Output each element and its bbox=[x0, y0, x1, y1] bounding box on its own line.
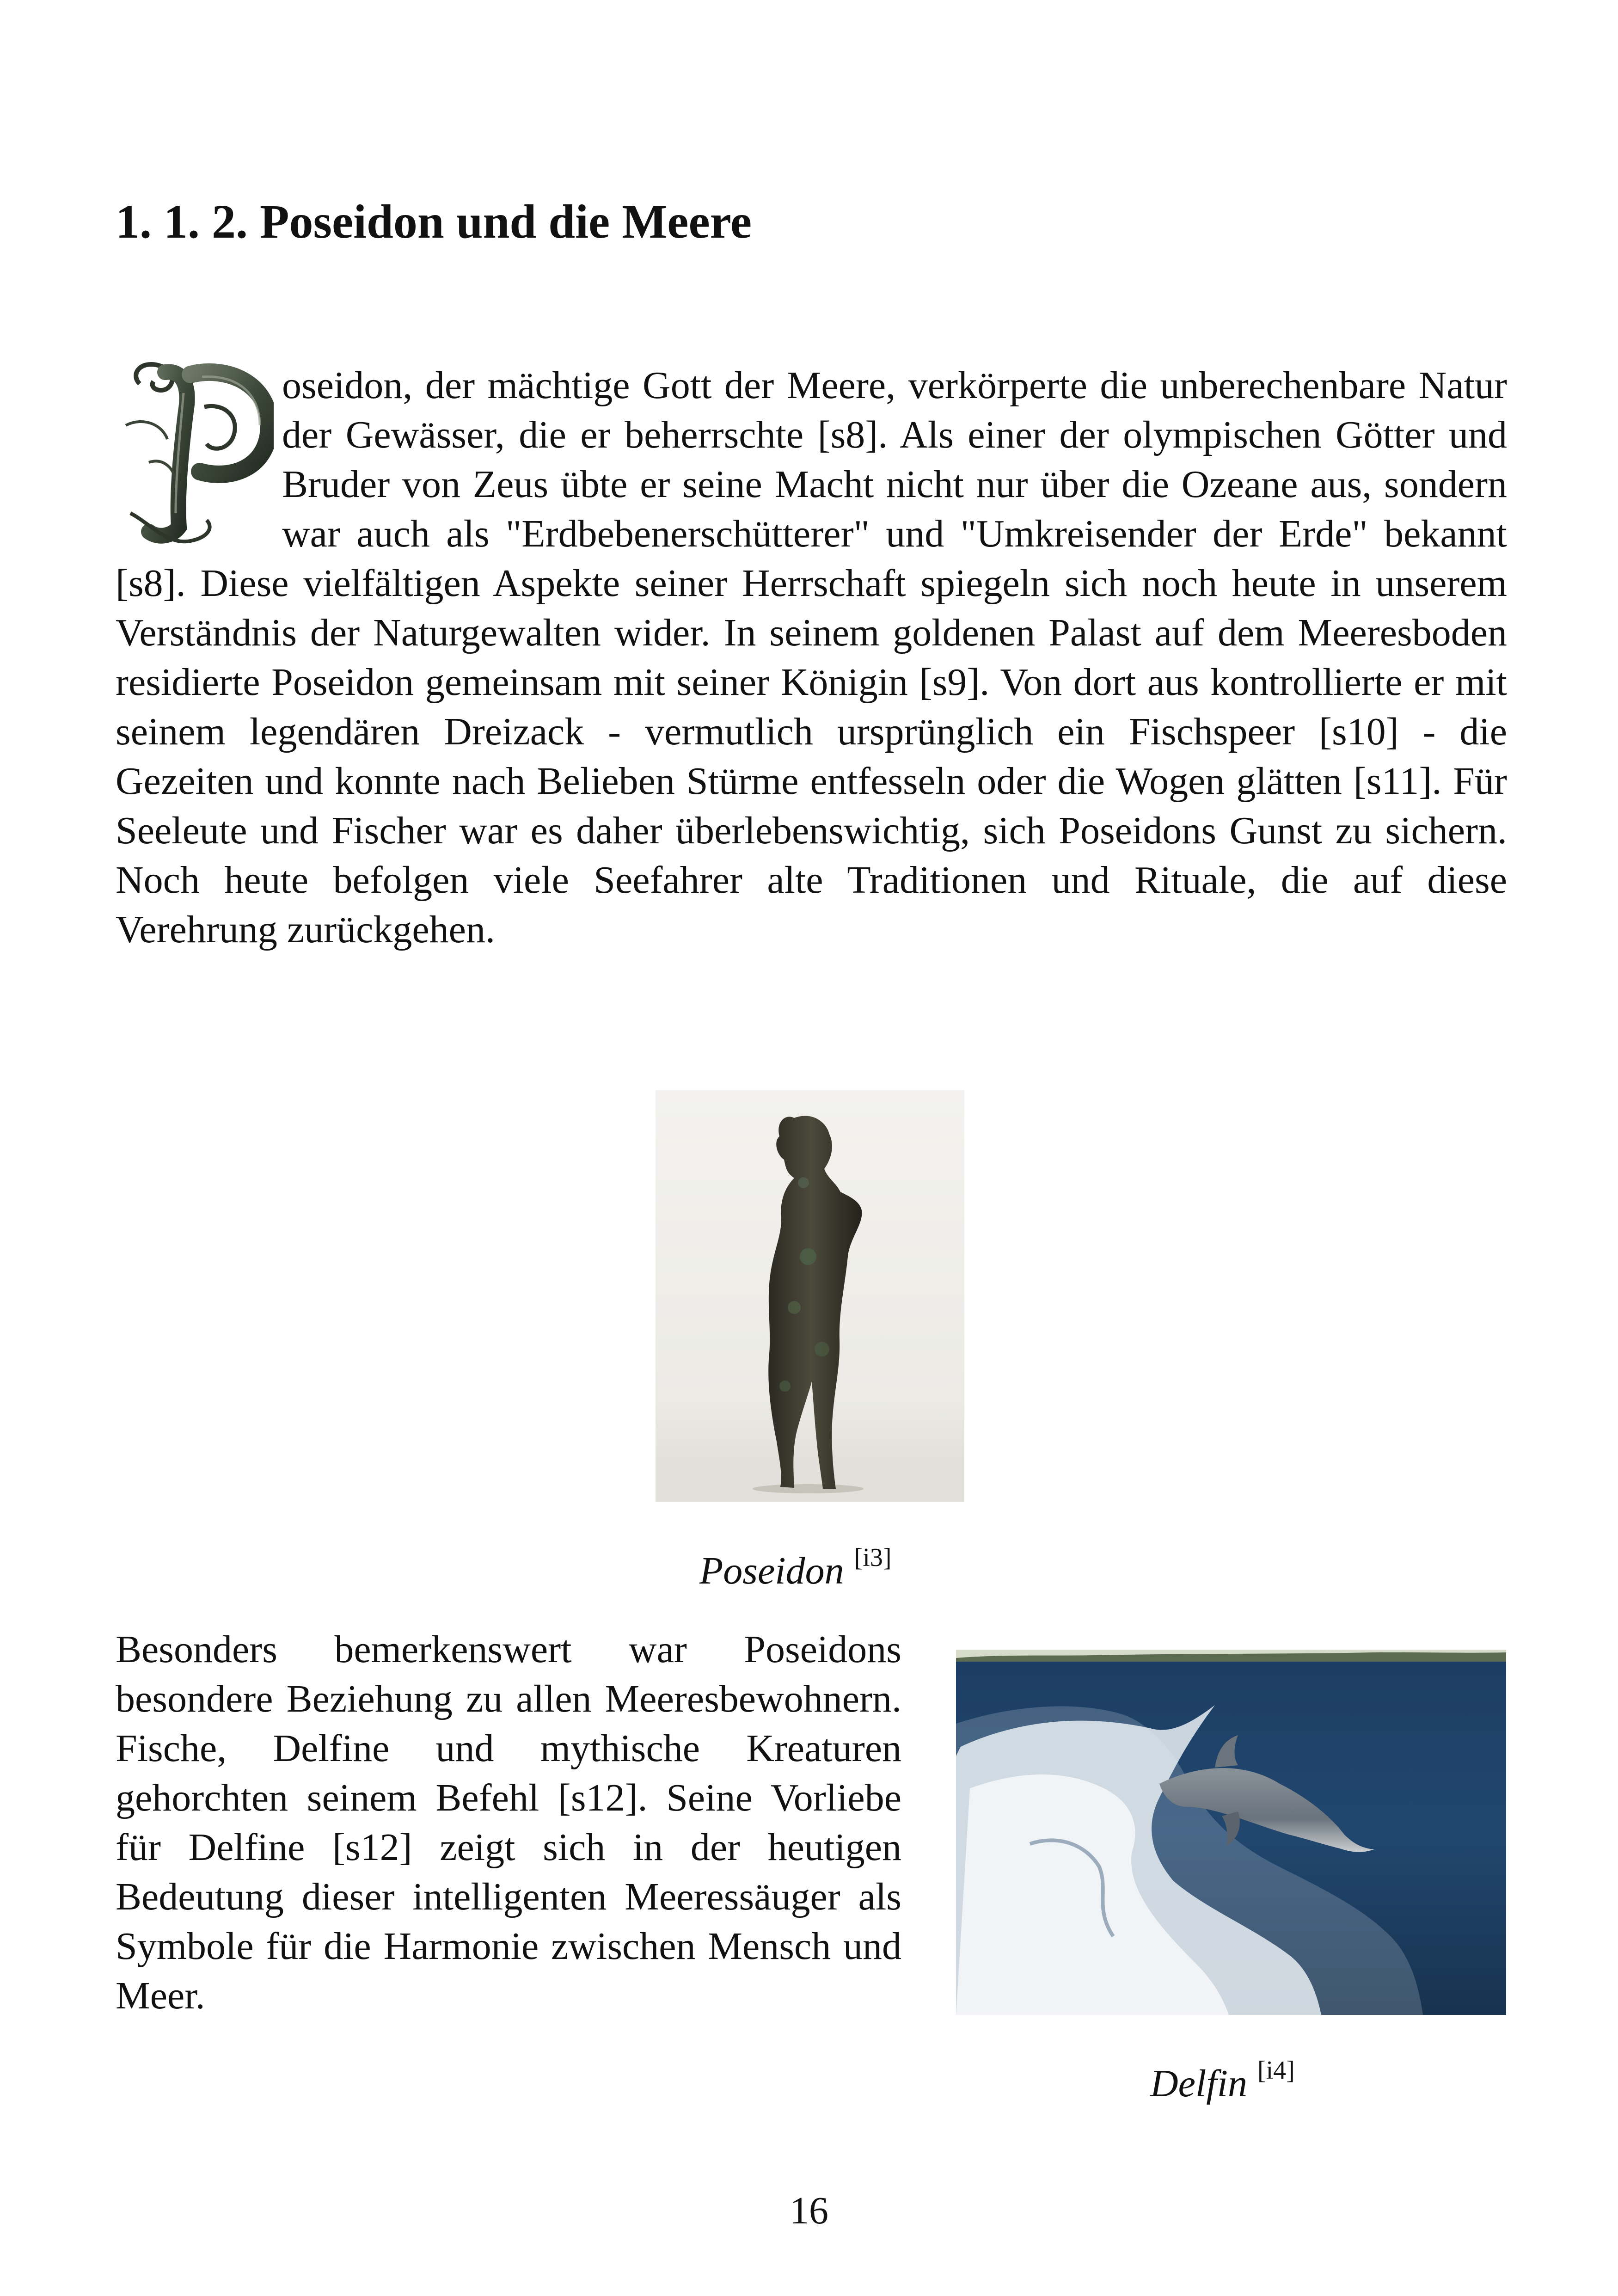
second-paragraph: Besonders bemerkenswert war Poseidons besondere Beziehung zu allen Meeresbewohnern. Fische, Delfine und mythische Kreaturen gehorchten seinem Befehl [s12]. Seine Vorliebe für Delfine [s12] zeigt sich in der heutigen Bedeutung dieser intelligenten Meeressäuger als Symbole für die Harmonie zwischen Mensch und Meer. bbox=[116, 1628, 901, 2017]
statue-caption-ref: [i3] bbox=[854, 1543, 892, 1572]
dolphin-caption-text: Delfin bbox=[1150, 2062, 1247, 2105]
dolphin-photo bbox=[956, 1650, 1506, 2015]
intro-paragraph bbox=[116, 361, 1507, 954]
dropcap-spacer bbox=[116, 361, 282, 555]
dolphin-caption bbox=[1150, 2056, 1295, 2105]
dolphin-caption-ref: [i4] bbox=[1257, 2056, 1295, 2085]
intro-text: oseidon, der mächtige Gott der Meere, verkörperte die unberechenbare Natur der Gewässer, die er beherrschte [s8]. Als einer der olympischen Götter und Bruder von Zeus übte er seine Macht nicht nur über die Ozeane aus, sondern war auch als "Erdbebenerschütterer" und "Umkreisender der Erde" bekannt [s8]. Diese vielfältigen Aspekte seiner Herrschaft spiegeln sich noch heute in unserem Verständnis der Naturgewalten wider. In seinem goldenen Palast auf dem Meeresboden residierte Poseidon gemeinsam mit seiner Königin [s9]. Von dort aus kontrollierte er mit seinem legendären Dreizack - vermutlich ursprünglich ein Fischspeer [s10] - die Gezeiten und konnte nach Belieben Stürme entfesseln oder die Wogen glätten [s11]. Für Seeleute und Fischer war es daher überlebenswichtig, sich Poseidons Gunst zu sichern. Noch heute befolgen viele Seefahrer alte Traditionen und Rituale, die auf diese Verehrung zurückgehen. bbox=[116, 364, 1507, 951]
statue-caption-text: Poseidon bbox=[699, 1549, 844, 1592]
page-number: 16 bbox=[790, 2189, 828, 2232]
poseidon-statue-image bbox=[656, 1090, 964, 1502]
statue-caption bbox=[699, 1543, 892, 1592]
section-heading: 1. 1. 2. Poseidon und die Meere bbox=[116, 195, 752, 248]
